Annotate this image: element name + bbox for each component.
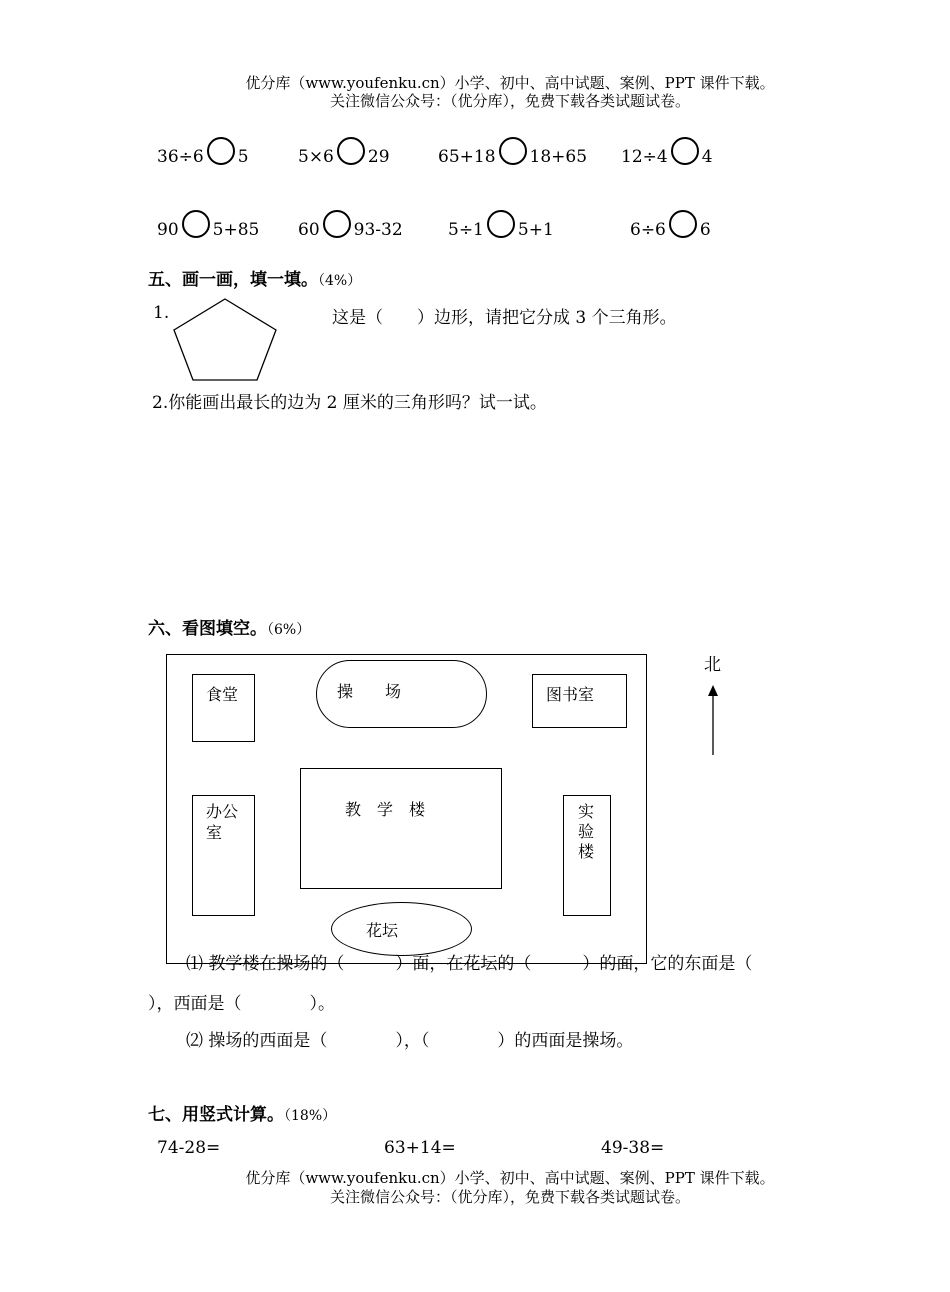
flowerbed-box <box>331 902 472 956</box>
question-6-2: ⑵ 操场的西面是（ ），（ ）的西面是操场。 <box>186 1031 634 1051</box>
answer-circle[interactable] <box>207 137 235 165</box>
compare-item: 12÷4 4 <box>621 137 713 167</box>
question-6-1-line-2: ），西面是（ ）。 <box>148 994 335 1014</box>
compare-item: 90 5+85 <box>157 210 259 240</box>
teaching-building-label: 教 学 楼 <box>345 800 426 819</box>
compare-item: 60 93-32 <box>298 210 403 240</box>
section-7-title: 七、用竖式计算。（18%） <box>148 1105 337 1125</box>
library-label: 图书室 <box>546 685 595 704</box>
library-box <box>532 674 627 728</box>
north-label: 北 <box>704 655 721 675</box>
answer-circle[interactable] <box>671 137 699 165</box>
north-arrow-icon <box>705 685 721 757</box>
office-label: 办公 室 <box>206 802 239 842</box>
calc-problem: 49-38= <box>601 1138 665 1158</box>
pentagon-shape <box>174 299 276 380</box>
question-5-2-text: 2.你能画出最长的边为 2 厘米的三角形吗？试一试。 <box>152 393 547 413</box>
lab-label: 实 验 楼 <box>577 802 594 861</box>
canteen-label: 食堂 <box>206 685 239 704</box>
compare-item: 5×6 29 <box>298 137 390 167</box>
playground-label: 操 场 <box>337 682 402 701</box>
answer-circle[interactable] <box>182 210 210 238</box>
footer-line-1: 优分库（www.youfenku.cn）小学、初中、高中试题、案例、PPT 课件下载。 <box>245 1169 775 1187</box>
answer-circle[interactable] <box>669 210 697 238</box>
header-line-1: 优分库（www.youfenku.cn）小学、初中、高中试题、案例、PPT 课件下载。 <box>245 74 775 92</box>
header-line-2: 关注微信公众号：（优分库），免费下载各类试题试卷。 <box>329 92 690 110</box>
question-5-1-number: 1. <box>153 303 170 323</box>
calc-problem: 63+14= <box>384 1138 456 1158</box>
teaching-building-box <box>300 768 502 889</box>
answer-circle[interactable] <box>499 137 527 165</box>
section-5-title: 五、画一画，填一填。（4%） <box>148 270 362 290</box>
answer-circle[interactable] <box>323 210 351 238</box>
office-box <box>192 795 255 916</box>
flowerbed-label: 花坛 <box>366 921 399 940</box>
playground-box <box>316 660 487 728</box>
answer-circle[interactable] <box>337 137 365 165</box>
calc-problem: 74-28= <box>157 1138 221 1158</box>
section-6-title: 六、看图填空。（6%） <box>148 619 311 639</box>
question-5-1-text: 这是（ ）边形，请把它分成 3 个三角形。 <box>332 308 677 328</box>
compare-item: 65+18 18+65 <box>438 137 587 167</box>
compare-item: 5÷1 5+1 <box>448 210 554 240</box>
compare-item: 6÷6 6 <box>630 210 711 240</box>
answer-circle[interactable] <box>487 210 515 238</box>
footer-line-2: 关注微信公众号：（优分库），免费下载各类试题试卷。 <box>329 1188 690 1206</box>
lab-box <box>563 795 611 916</box>
pentagon-figure <box>170 296 280 384</box>
compare-item: 36÷6 5 <box>157 137 249 167</box>
canteen-box <box>192 674 255 742</box>
question-6-1-line-1: ⑴ 教学楼在操场的（ ）面，在花坛的（ ）的面，它的东面是（ <box>186 954 753 974</box>
